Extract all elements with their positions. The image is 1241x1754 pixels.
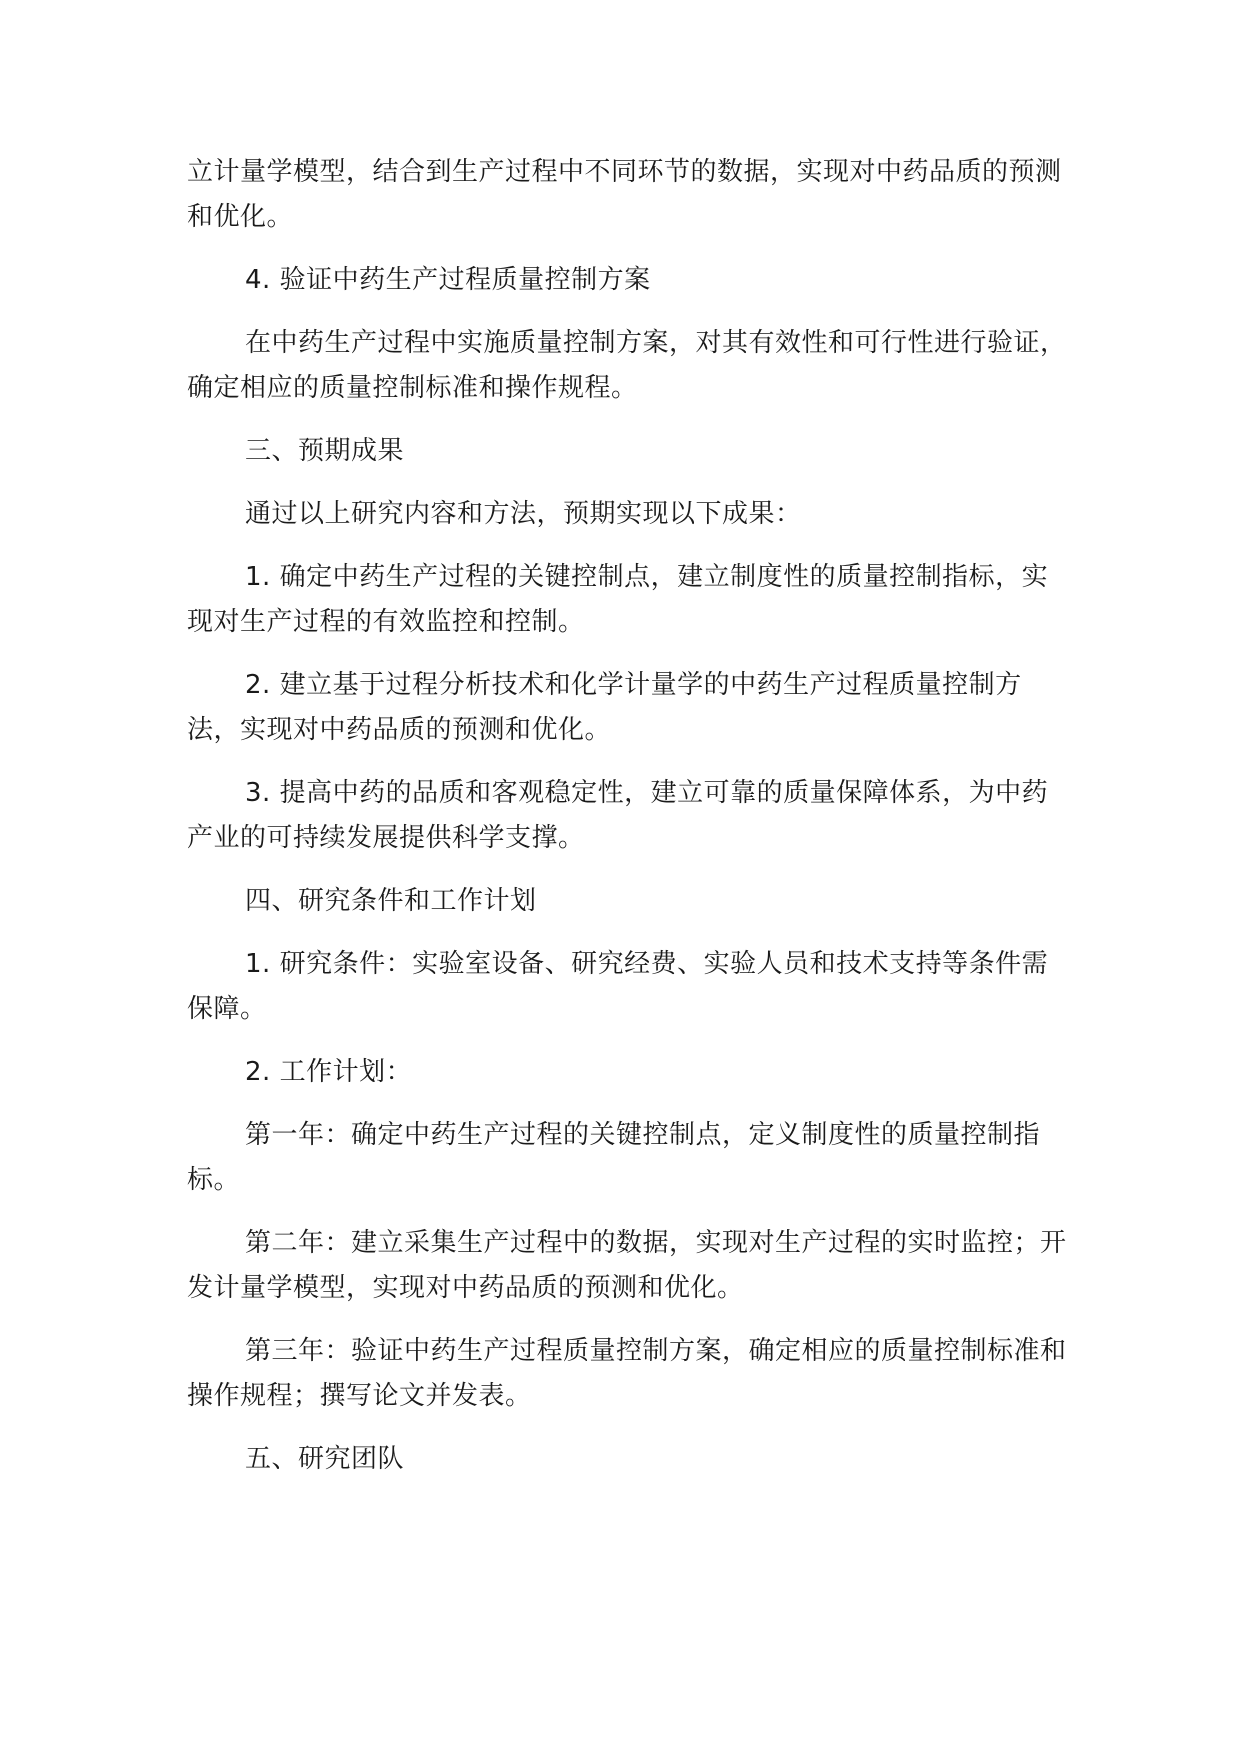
document-body [187,150,1067,1500]
list-item-conditions: 1. 研究条件：实验室设备、研究经费、实验人员和技术支持等条件需保障。 [187,949,1049,1024]
plan-year-2: 第二年：建立采集生产过程中的数据，实现对生产过程的实时监控；开发计量学模型，实现对中药品质的预测和优化。 [187,1228,1067,1303]
paragraph-verify-plan: 在中药生产过程中实施质量控制方案，对其有效性和可行性进行验证，确定相应的质量控制标准和操作规程。 [187,328,1067,403]
section-heading-research-team: 五、研究团队 [245,1444,405,1474]
section-heading-expected-results: 三、预期成果 [245,436,405,466]
paragraph-continuation: 立计量学模型，结合到生产过程中不同环节的数据，实现对中药品质的预测和优化。 [187,157,1062,232]
list-item-result-2: 2. 建立基于过程分析技术和化学计量学的中药生产过程质量控制方法，实现对中药品质的预测和优化。 [187,670,1022,745]
subheading-verify-plan: 4. 验证中药生产过程质量控制方案 [245,265,651,295]
paragraph-results-intro: 通过以上研究内容和方法，预期实现以下成果： [245,499,802,529]
subheading-work-plan: 2. 工作计划： [245,1057,413,1087]
section-heading-conditions-plan: 四、研究条件和工作计划 [245,886,537,916]
list-item-result-1: 1. 确定中药生产过程的关键控制点，建立制度性的质量控制指标，实现对生产过程的有效监控和控制。 [187,562,1049,637]
plan-year-1: 第一年：确定中药生产过程的关键控制点，定义制度性的质量控制指标。 [187,1120,1041,1195]
list-item-result-3: 3. 提高中药的品质和客观稳定性，建立可靠的质量保障体系，为中药产业的可持续发展提供科学支撑。 [187,778,1049,853]
plan-year-3: 第三年：验证中药生产过程质量控制方案，确定相应的质量控制标准和操作规程；撰写论文并发表。 [187,1336,1067,1411]
